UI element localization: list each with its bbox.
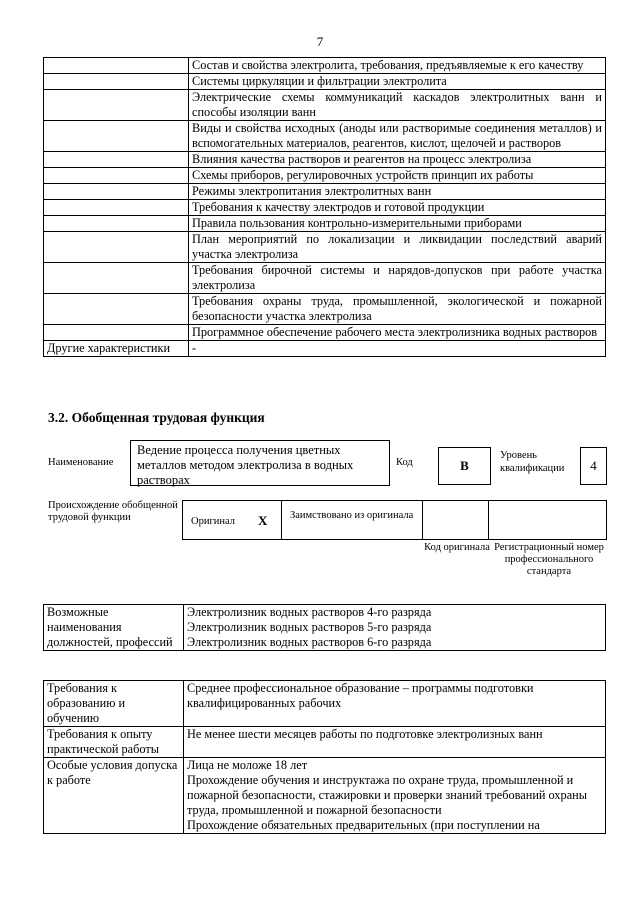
borrowed-label: Заимствовано из оригинала bbox=[290, 510, 414, 521]
positions-row bbox=[44, 605, 606, 651]
row-value: Требования охраны труда, промышленной, экологической и пожарной безопасности участка электролиза bbox=[189, 294, 606, 325]
positions-table bbox=[43, 604, 606, 651]
table-row bbox=[44, 184, 606, 200]
table-row bbox=[44, 152, 606, 168]
requirement-line: Не менее шести месяцев работы по подготовке электролизных ванн bbox=[187, 727, 543, 741]
original-cell bbox=[182, 500, 282, 540]
table-row bbox=[44, 294, 606, 325]
requirement-value bbox=[184, 681, 606, 727]
section-title: 3.2. Обобщенная трудовая функция bbox=[48, 410, 265, 425]
origin-label: Происхождение обобщенной трудовой функции bbox=[48, 500, 178, 523]
reg-number-label: Регистрационный номер профессионального стандарта bbox=[494, 542, 604, 577]
row-label bbox=[44, 90, 189, 121]
row-label bbox=[44, 184, 189, 200]
row-value: Электрические схемы коммуникаций каскадов электролитных ванн и способы изоляции ванн bbox=[189, 90, 606, 121]
table-row bbox=[44, 263, 606, 294]
table-row bbox=[44, 758, 606, 834]
row-label bbox=[44, 121, 189, 152]
row-value: Состав и свойства электролита, требования, предъявляемые к его качеству bbox=[189, 58, 606, 74]
table-row bbox=[44, 232, 606, 263]
original-mark: X bbox=[258, 513, 268, 528]
name-label: Наименование bbox=[48, 457, 114, 468]
table-row bbox=[44, 168, 606, 184]
code-original-label: Код оригинала bbox=[424, 542, 490, 553]
level-label-line-2: квалификации bbox=[500, 463, 565, 474]
level-label bbox=[500, 449, 564, 475]
requirement-value bbox=[184, 727, 606, 758]
requirement-label: Особые условия допуска к работе bbox=[44, 758, 184, 834]
reg-number-cell bbox=[488, 500, 607, 540]
positions-list bbox=[184, 605, 606, 651]
requirement-line: Прохождение обязательных предварительных (при поступлении на bbox=[187, 818, 540, 832]
row-label bbox=[44, 152, 189, 168]
row-value: - bbox=[189, 341, 606, 357]
row-label bbox=[44, 216, 189, 232]
table-row bbox=[44, 58, 606, 74]
row-value: Режимы электропитания электролитных ванн bbox=[189, 184, 606, 200]
function-code-box: B bbox=[438, 447, 491, 485]
requirement-line: Прохождение обучения и инструктажа по охране труда, промышленной и пожарной безопасности, стажировки и проверки знаний требований охраны труда, промышленной и пожарной безопасности bbox=[187, 773, 587, 817]
table-row bbox=[44, 216, 606, 232]
row-label bbox=[44, 74, 189, 90]
requirements-table bbox=[43, 680, 606, 834]
row-label bbox=[44, 294, 189, 325]
page-number: 7 bbox=[316, 34, 324, 49]
row-label bbox=[44, 168, 189, 184]
requirement-label: Требования к опыту практической работы bbox=[44, 727, 184, 758]
level-label-line-1: Уровень bbox=[500, 450, 537, 461]
requirement-line: Среднее профессиональное образование – программы подготовки квалифицированных рабочих bbox=[187, 681, 534, 710]
row-value: Виды и свойства исходных (аноды или растворимые соединения металлов) и вспомогательных материалов, реагентов, кислот, щелочей и растворов bbox=[189, 121, 606, 152]
position-item: Электролизник водных растворов 4-го разряда bbox=[187, 605, 432, 619]
code-label: Код bbox=[396, 457, 413, 468]
row-label bbox=[44, 325, 189, 341]
table-row bbox=[44, 681, 606, 727]
row-value: Требования бирочной системы и нарядов-допусков при работе участка электролиза bbox=[189, 263, 606, 294]
requirement-label: Требования к образованию и обучению bbox=[44, 681, 184, 727]
row-label: Другие характеристики bbox=[44, 341, 189, 357]
knowledge-table bbox=[43, 57, 606, 357]
row-label bbox=[44, 263, 189, 294]
code-original-cell bbox=[422, 500, 489, 540]
position-item: Электролизник водных растворов 6-го разряда bbox=[187, 635, 432, 649]
origin-row bbox=[182, 500, 607, 540]
row-value: Схемы приборов, регулировочных устройств принцип их работы bbox=[189, 168, 606, 184]
requirement-line: Лица не моложе 18 лет bbox=[187, 758, 308, 772]
table-row bbox=[44, 727, 606, 758]
row-value: Правила пользования контрольно-измерительными приборами bbox=[189, 216, 606, 232]
table-row bbox=[44, 341, 606, 357]
row-value: Требования к качеству электродов и готовой продукции bbox=[189, 200, 606, 216]
row-value: Системы циркуляции и фильтрации электролита bbox=[189, 74, 606, 90]
borrowed-cell bbox=[281, 500, 423, 540]
table-row bbox=[44, 200, 606, 216]
level-value-box: 4 bbox=[580, 447, 607, 485]
table-row bbox=[44, 74, 606, 90]
row-label bbox=[44, 200, 189, 216]
table-row bbox=[44, 325, 606, 341]
function-name-box: Ведение процесса получения цветных металлов методом электролиза в водных растворах bbox=[130, 440, 390, 486]
row-value: План мероприятий по локализации и ликвидации последствий аварий участка электролиза bbox=[189, 232, 606, 263]
row-value: Программное обеспечение рабочего места электролизника водных растворов bbox=[189, 325, 606, 341]
row-label bbox=[44, 58, 189, 74]
requirement-value bbox=[184, 758, 606, 834]
row-label bbox=[44, 232, 189, 263]
positions-label: Возможные наименования должностей, профессий bbox=[44, 605, 184, 651]
table-row bbox=[44, 90, 606, 121]
original-label: Оригинал bbox=[191, 516, 235, 527]
row-value: Влияния качества растворов и реагентов на процесс электролиза bbox=[189, 152, 606, 168]
position-item: Электролизник водных растворов 5-го разряда bbox=[187, 620, 432, 634]
table-row bbox=[44, 121, 606, 152]
